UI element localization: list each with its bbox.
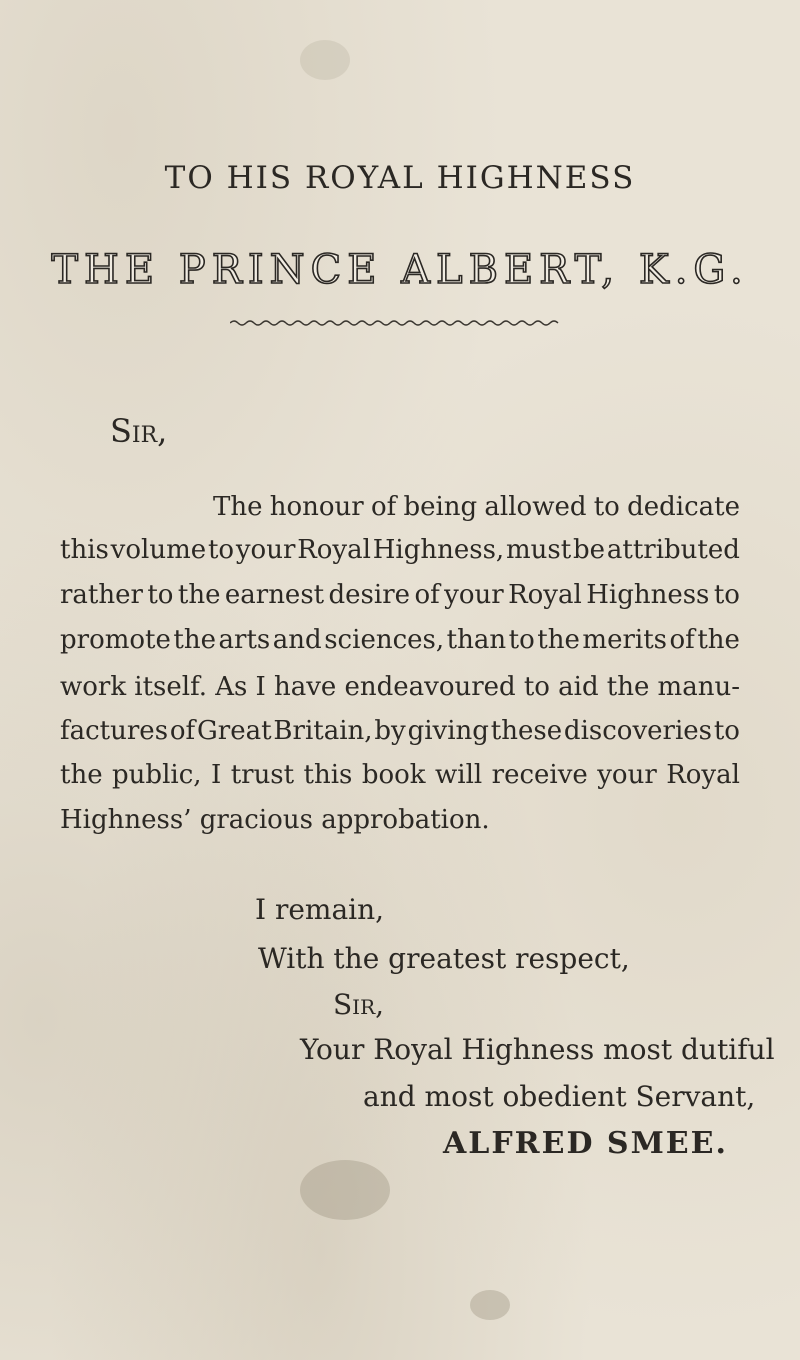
body-word: by xyxy=(374,716,406,746)
body-word: these xyxy=(490,716,563,746)
body-word: discoveries xyxy=(563,716,712,746)
heading-line-1: TO HIS ROYAL HIGHNESS xyxy=(164,160,636,196)
body-word: gracious xyxy=(199,805,322,835)
body-word: Highness, xyxy=(372,535,505,565)
body-word: I xyxy=(210,760,222,790)
body-word: to xyxy=(523,672,550,702)
body-word: your xyxy=(444,580,504,610)
body-word: Royal xyxy=(508,580,582,610)
body-word: your xyxy=(235,535,296,565)
body-word: giving xyxy=(407,716,489,746)
body-word: book xyxy=(361,760,426,790)
body-word: factures xyxy=(60,716,169,746)
body-word: itself. xyxy=(134,672,208,702)
body-word: of xyxy=(414,580,440,610)
signature: ALFRED SMEE. xyxy=(443,1126,728,1161)
body-word: than xyxy=(446,625,507,655)
body-word: the xyxy=(537,625,580,655)
body-word: the xyxy=(177,580,221,610)
body-line xyxy=(60,535,740,565)
body-word: of xyxy=(669,625,695,655)
body-word: work xyxy=(60,672,127,702)
closing-servant: and most obedient Servant, xyxy=(363,1080,756,1113)
body-word: endeavoured xyxy=(344,672,516,702)
body-word: to xyxy=(593,492,620,522)
body-word: the xyxy=(173,625,216,655)
body-word: volume xyxy=(110,535,207,565)
closing-sir: Sir, xyxy=(333,988,385,1021)
decorative-wavy-rule xyxy=(230,318,560,328)
body-word: promote xyxy=(60,625,171,655)
body-word: must xyxy=(506,535,572,565)
body-line xyxy=(60,716,740,746)
body-word: being xyxy=(403,492,478,522)
body-word: trust xyxy=(230,760,295,790)
body-word: arts xyxy=(218,625,271,655)
body-line xyxy=(213,492,740,522)
body-word: Highness xyxy=(586,580,710,610)
body-word: have xyxy=(273,672,337,702)
body-line xyxy=(60,672,740,702)
body-word: allowed xyxy=(484,492,587,522)
body-word: the xyxy=(60,760,103,790)
body-word: Britain, xyxy=(273,716,373,746)
body-word: honour xyxy=(269,492,364,522)
body-word: approbation. xyxy=(321,805,490,835)
body-word: attributed xyxy=(606,535,740,565)
body-word: your xyxy=(597,760,657,790)
body-word: manu- xyxy=(657,672,740,702)
body-word: will xyxy=(435,760,483,790)
closing-respect: With the greatest respect, xyxy=(258,942,630,975)
body-word: this xyxy=(60,535,109,565)
body-word: this xyxy=(303,760,353,790)
body-word: to xyxy=(713,716,740,746)
body-word: Highness’ xyxy=(60,805,200,835)
body-word: As xyxy=(215,672,248,702)
body-word: be xyxy=(573,535,606,565)
body-word: receive xyxy=(491,760,588,790)
body-word: of xyxy=(370,492,397,522)
foxing-spot xyxy=(300,1160,390,1220)
closing-remain: I remain, xyxy=(255,893,385,926)
body-word: the xyxy=(606,672,650,702)
body-word: aid xyxy=(558,672,599,702)
body-word: the xyxy=(697,625,740,655)
foxing-spot xyxy=(300,40,350,80)
body-word: dedicate xyxy=(627,492,740,522)
body-line xyxy=(60,580,740,610)
body-word: and xyxy=(272,625,322,655)
foxing-spot xyxy=(470,1290,510,1320)
body-word: earnest xyxy=(224,580,325,610)
body-word: merits xyxy=(582,625,667,655)
body-line xyxy=(60,805,740,835)
body-word: The xyxy=(213,492,263,522)
heading-line-2: THE PRINCE ALBERT, K.G. xyxy=(51,247,749,293)
body-word: rather xyxy=(60,580,143,610)
body-word: to xyxy=(508,625,535,655)
body-word: Royal xyxy=(666,760,740,790)
body-word: to xyxy=(713,580,740,610)
body-word: Great xyxy=(197,716,272,746)
body-word: public, xyxy=(112,760,202,790)
salutation: Sir, xyxy=(110,412,168,450)
body-word: to xyxy=(207,535,235,565)
body-word: I xyxy=(255,672,266,702)
body-word: Royal xyxy=(297,535,371,565)
body-line xyxy=(60,760,740,790)
body-word: sciences, xyxy=(324,625,445,655)
body-word: to xyxy=(147,580,174,610)
body-word: desire xyxy=(328,580,411,610)
body-word: of xyxy=(169,716,196,746)
body-line xyxy=(60,625,740,655)
closing-dutiful: Your Royal Highness most dutiful xyxy=(300,1033,775,1066)
